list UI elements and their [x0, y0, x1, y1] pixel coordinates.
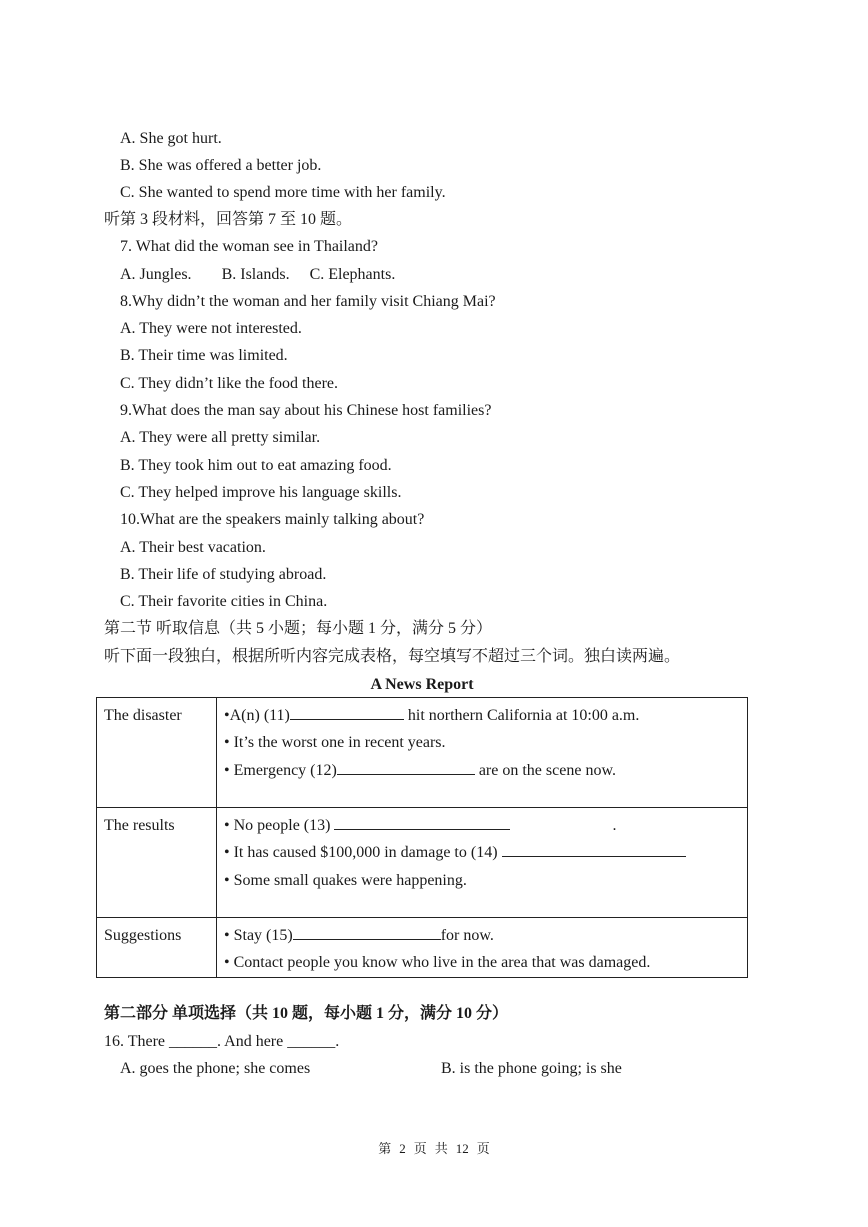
answer-blank-12[interactable] [337, 759, 475, 775]
row-content [217, 918, 748, 978]
option-text: C. Elephants. [309, 266, 396, 283]
table-row [97, 808, 748, 918]
row-label: The disaster [97, 698, 217, 808]
row-content [217, 808, 748, 918]
footer-text: 页 [413, 1141, 427, 1156]
table-row [97, 918, 748, 978]
footer-text: 第 [378, 1141, 392, 1156]
answer-blank-14[interactable] [502, 841, 686, 857]
passage-instruction: 听第 3 段材料，回答第 7 至 10 题。 [104, 211, 353, 228]
part-heading: 第二部分 单项选择（共 10 题，每小题 1 分，满分 10 分） [104, 1005, 509, 1022]
option-text: B. Their life of studying abroad. [120, 566, 327, 583]
option-text: A. They were all pretty similar. [120, 429, 321, 446]
page-footer [0, 1141, 868, 1157]
list-item: • Some small quakes were happening. [224, 871, 467, 889]
answer-blank-11[interactable] [290, 704, 404, 720]
footer-text: 页 [476, 1141, 490, 1156]
option-text: C. Their favorite cities in China. [120, 593, 328, 610]
option-text: A. They were not interested. [120, 320, 302, 337]
page-total: 12 [455, 1141, 469, 1156]
row-label: Suggestions [97, 918, 217, 978]
option-text: A. Their best vacation. [120, 539, 266, 556]
page-number: 2 [399, 1141, 406, 1156]
table-title: A News Report [370, 676, 474, 693]
list-item: • Contact people you know who live in the area that was damaged. [224, 954, 651, 972]
option-text: B. Their time was limited. [120, 347, 288, 364]
option-text: A. She got hurt. [120, 130, 222, 147]
option-text: B. is the phone going; is she [441, 1060, 622, 1077]
option-text: C. They didn’t like the food there. [120, 375, 339, 392]
row-label: The results [97, 808, 217, 918]
section-heading: 第二节 听取信息（共 5 小题；每小题 1 分，满分 5 分） [104, 620, 493, 637]
answer-blank-13[interactable] [334, 814, 510, 830]
question-stem: 9.What does the man say about his Chinese host families? [120, 402, 492, 419]
row-content [217, 698, 748, 808]
table-row [97, 698, 748, 808]
news-report-table [96, 697, 748, 978]
option-text: B. She was offered a better job. [120, 157, 322, 174]
list-item: •A(n) (11) hit northern California at 10:00 a.m. [224, 702, 741, 729]
inline-options [120, 265, 395, 285]
option-text: A. Jungles. [120, 266, 192, 283]
list-item: • It’s the worst one in recent years. [224, 734, 446, 752]
question-stem: 7. What did the woman see in Thailand? [120, 238, 379, 255]
list-item: • It has caused $100,000 in damage to (14) [224, 839, 741, 866]
question-stem: 8.Why didn’t the woman and her family visit Chiang Mai? [120, 293, 496, 310]
answer-blank-15[interactable] [293, 924, 441, 940]
question-stem: 16. There ______. And here ______. [104, 1033, 340, 1050]
option-text: A. goes the phone; she comes [120, 1060, 311, 1077]
list-item: • Stay (15) for now. [224, 922, 741, 949]
footer-text: 共 [434, 1141, 448, 1156]
list-item: • No people (13) . [224, 812, 741, 839]
option-text: C. They helped improve his language skills. [120, 484, 402, 501]
option-text: C. She wanted to spend more time with her family. [120, 184, 446, 201]
list-item: • Emergency (12) are on the scene now. [224, 757, 741, 784]
section-instruction: 听下面一段独白，根据所听内容完成表格，每空填写不超过三个词。独白读两遍。 [104, 648, 681, 665]
option-text: B. They took him out to eat amazing food. [120, 457, 392, 474]
question-stem: 10.What are the speakers mainly talking about? [120, 511, 425, 528]
option-text: B. Islands. [221, 266, 290, 283]
